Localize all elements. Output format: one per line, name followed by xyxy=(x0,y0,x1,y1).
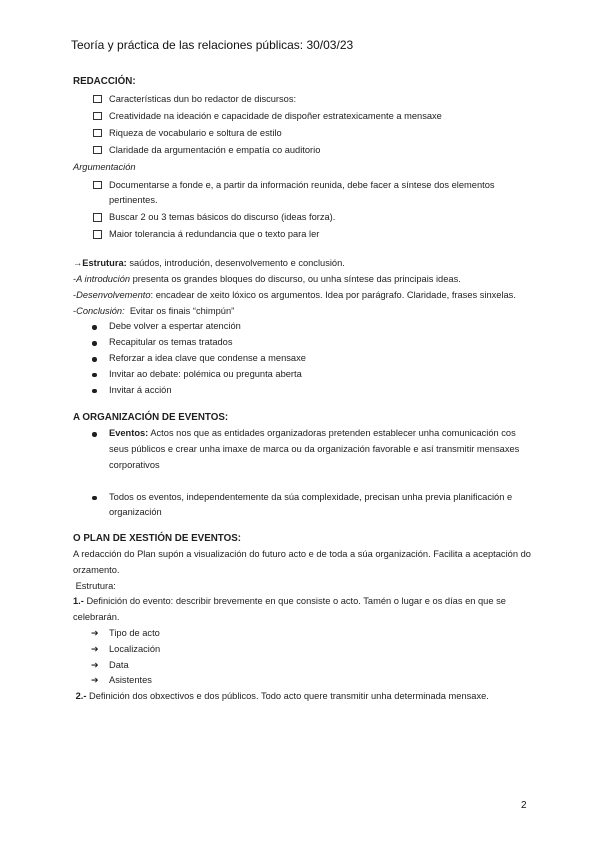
conclusion-bullet-list xyxy=(73,319,533,398)
arrow-right-icon: ➔ xyxy=(91,659,99,670)
bullet-icon xyxy=(92,389,97,394)
dash: - xyxy=(73,274,77,285)
redaccion-checklist xyxy=(73,92,533,159)
checkbox-icon[interactable] xyxy=(93,230,102,239)
page-header-title: Teoría y práctica de las relaciones públicas: 30/03/23 xyxy=(71,38,354,52)
checklist-item-text: Riqueza de vocabulario e soltura de estilo xyxy=(109,127,282,138)
checklist-item xyxy=(73,227,533,243)
bullet-icon xyxy=(92,325,97,330)
list-item xyxy=(73,642,533,658)
list-item-text: Invitar á acción xyxy=(109,384,172,395)
conclusion-line xyxy=(73,304,533,320)
checklist-item xyxy=(73,178,533,210)
checklist-item-text: Creatividade na ideación e capacidade de dispoñer estratexicamente a mensaxe xyxy=(109,110,442,121)
document-body xyxy=(73,74,533,705)
point-number: 1.- xyxy=(73,596,84,607)
estrutura-label: Estrutura: xyxy=(82,258,127,269)
bullet-icon xyxy=(92,496,97,501)
checklist-item-text: Documentarse a fonde e, a partir da información reunida, debe facer a síntese dos elementos pertinentes. xyxy=(109,179,495,206)
desenvolvemento-text: : encadear de xeito lóxico os argumentos. Idea por parágrafo. Claridade, frases sinxelas. xyxy=(150,289,516,300)
introducion-label: A introdución xyxy=(76,274,131,285)
list-item xyxy=(73,383,533,399)
dash: - xyxy=(73,305,77,316)
arrow-icon: → xyxy=(73,258,83,269)
checkbox-icon[interactable] xyxy=(93,112,102,121)
point-number: 2.- xyxy=(73,691,87,702)
dash: - xyxy=(73,289,77,300)
organizacion-bullet-list xyxy=(73,426,533,521)
checklist-item xyxy=(73,92,533,108)
conclusion-text: Evitar os finais “chimpún” xyxy=(124,305,235,316)
argumentacion-label: Argumentación xyxy=(73,161,136,172)
checklist-item-text: Claridade da argumentación e empatía co auditorio xyxy=(109,144,321,155)
checkbox-icon[interactable] xyxy=(93,213,102,222)
plan-point-2 xyxy=(73,689,533,705)
list-item xyxy=(73,426,533,473)
checkbox-icon[interactable] xyxy=(93,181,102,190)
checklist-item xyxy=(73,210,533,226)
plan-point-1 xyxy=(73,594,533,626)
argumentacion-checklist xyxy=(73,178,533,244)
arrow-right-icon: ➔ xyxy=(91,643,99,654)
list-item xyxy=(73,367,533,383)
introducion-line xyxy=(73,272,533,288)
list-item xyxy=(73,319,533,335)
list-item-text: Recapitular os temas tratados xyxy=(109,337,233,348)
plan-arrow-list xyxy=(73,626,533,689)
checkbox-icon[interactable] xyxy=(93,146,102,155)
checklist-item-text: Buscar 2 ou 3 temas básicos do discurso (ideas forza). xyxy=(109,212,336,223)
checkbox-icon[interactable] xyxy=(93,95,102,104)
checkbox-icon[interactable] xyxy=(93,129,102,138)
list-item-text: Invitar ao debate: polémica ou pregunta aberta xyxy=(109,368,302,379)
list-item xyxy=(73,658,533,674)
list-item xyxy=(73,490,533,522)
checklist-item-text: Maior tolerancia á redundancia que o texto para ler xyxy=(109,229,320,240)
estrutura-text: saúdos, introdución, desenvolvemento e conclusión. xyxy=(126,258,345,269)
list-item-text: Asistentes xyxy=(109,675,152,686)
list-item-text: Localización xyxy=(109,643,161,654)
desenvolvemento-label: Desenvolvemento xyxy=(76,289,151,300)
plan-estrutura-label: Estrutura: xyxy=(73,580,116,591)
section-heading-organizacion: A ORGANIZACIÓN DE EVENTOS: xyxy=(73,412,229,424)
point-text: Definición do evento: describir brevemente en que consiste o acto. Tamén o lugar e os días en que se celebrarán. xyxy=(73,596,506,623)
list-item xyxy=(73,335,533,351)
bullet-icon xyxy=(92,432,97,437)
list-item-text: Tipo de acto xyxy=(109,628,160,639)
list-item xyxy=(73,673,533,689)
bullet-icon xyxy=(92,373,97,378)
plan-intro: A redacción do Plan supón a visualización do futuro acto e de toda a súa organización. Facilita a aceptación do orzamento. xyxy=(73,549,531,575)
conclusion-label: Conclusión: xyxy=(76,305,125,316)
list-item-text: Data xyxy=(109,659,129,670)
introducion-text: presenta os grandes bloques do discurso, ou unha síntese das principais ideas. xyxy=(130,274,461,285)
section-heading-redaccion: REDACCIÓN: xyxy=(73,76,136,87)
estrutura-line xyxy=(73,256,533,272)
eventos-label: Eventos: xyxy=(109,428,149,439)
arrow-right-icon: ➔ xyxy=(91,675,99,686)
arrow-right-icon: ➔ xyxy=(91,628,99,639)
eventos-text: Actos nos que as entidades organizadoras pretenden establecer unha comunicación cos seus públicos e crear unha imaxe de marca ou da organización favorable e así transmitir mensaxes corporativos xyxy=(109,428,520,470)
list-item-text: Todos os eventos, independentemente da súa complexidade, precisan unha previa planificación e organización xyxy=(109,491,513,518)
checklist-item xyxy=(73,143,533,159)
list-item xyxy=(73,626,533,642)
list-item xyxy=(73,351,533,367)
page-number: 2 xyxy=(521,800,527,811)
checklist-item-text: Características dun bo redactor de discursos: xyxy=(109,93,297,104)
list-item-text: Reforzar a idea clave que condense a mensaxe xyxy=(109,353,306,364)
bullet-icon xyxy=(92,357,97,362)
desenvolvemento-line xyxy=(73,288,533,304)
point-text: Definición dos obxectivos e dos públicos. Todo acto quere transmitir unha determinada mensaxe. xyxy=(86,691,489,702)
checklist-item xyxy=(73,126,533,142)
section-heading-plan: O PLAN DE XESTIÓN DE EVENTOS: xyxy=(73,533,242,545)
checklist-item xyxy=(73,109,533,125)
list-item-text: Debe volver a espertar atención xyxy=(109,321,241,332)
bullet-icon xyxy=(92,341,97,346)
